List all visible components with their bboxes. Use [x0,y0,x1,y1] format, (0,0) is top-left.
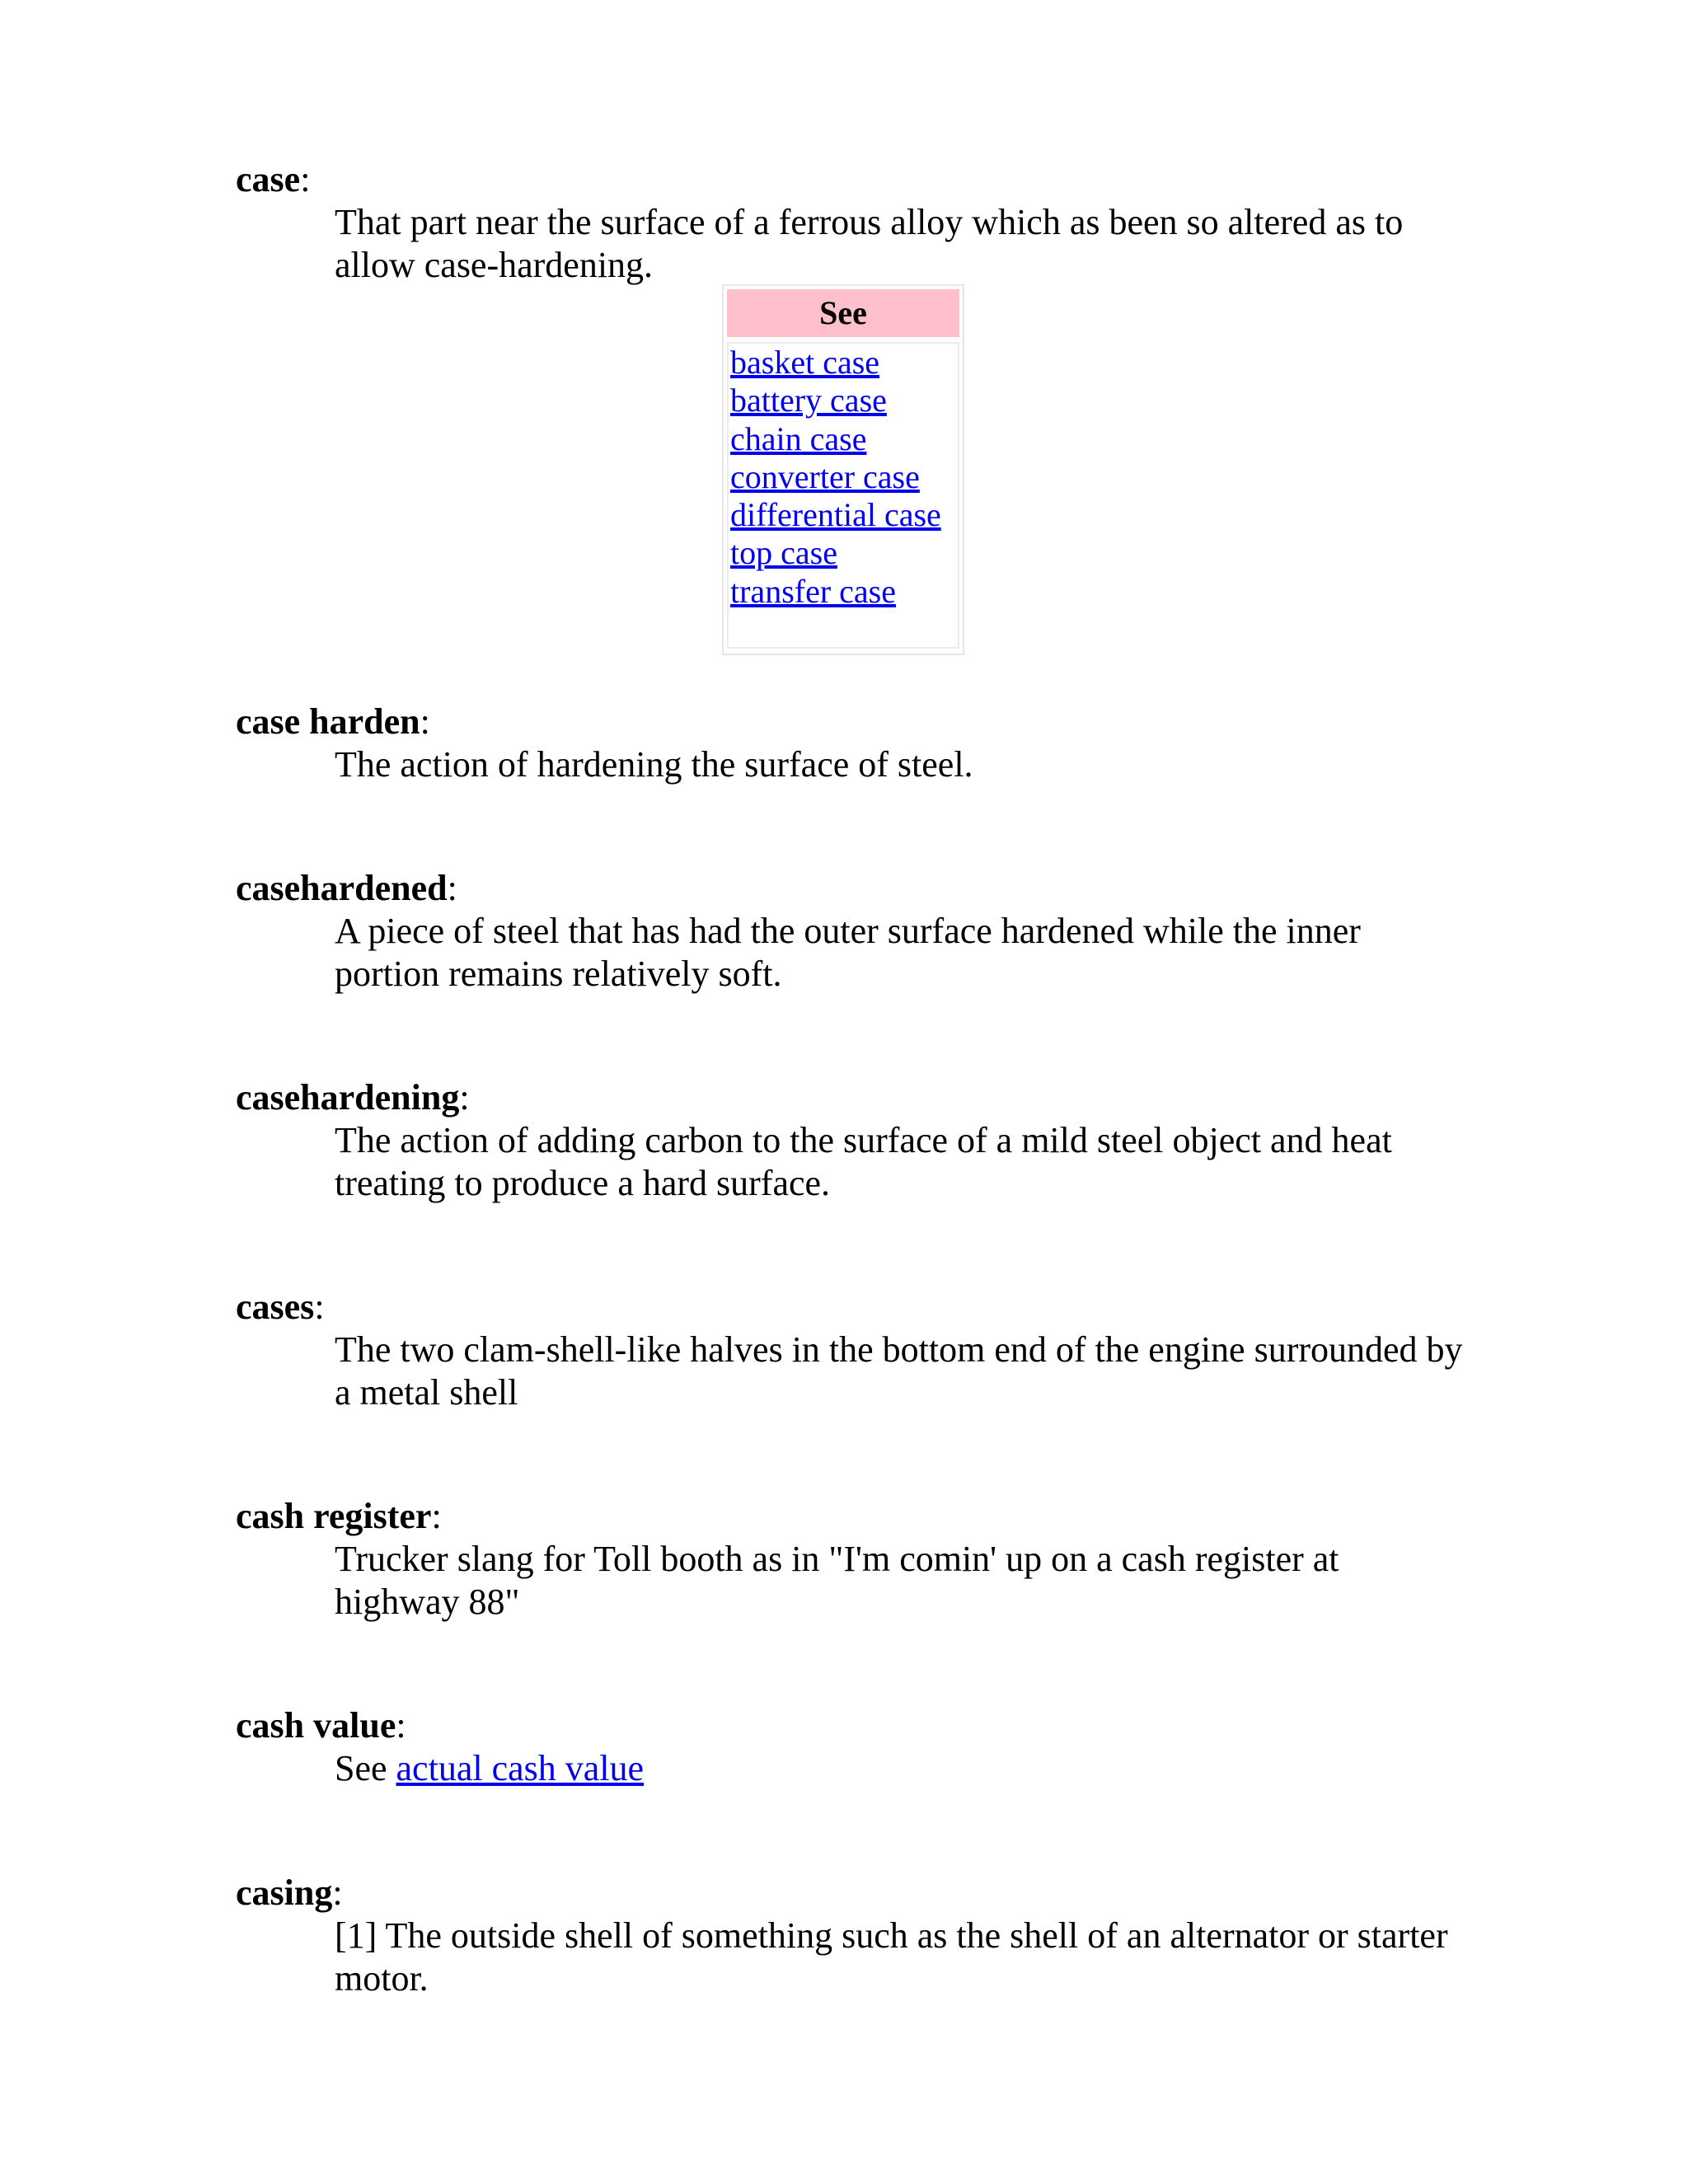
definition: The action of adding carbon to the surface of a mild steel object and heat treating to produce a hard surface. [335,1120,1392,1203]
see-link-battery-case[interactable]: battery case [730,382,887,419]
glossary-entry-cash-register [236,1495,1472,1624]
definition: A piece of steel that has had the outer surface hardened while the inner portion remains relatively soft. [335,911,1361,994]
glossary-entry-casing [236,1872,1472,2000]
see-link-differential-case[interactable]: differential case [730,496,941,534]
glossary-entry-case [236,158,1472,287]
term-line [236,701,1472,743]
definition: That part near the surface of a ferrous alloy which as been so altered as to allow case-hardening. [335,202,1404,285]
term: casehardened [236,868,448,908]
glossary-entry-case-harden [236,701,1472,786]
colon: : [459,1077,470,1118]
colon: : [420,701,430,742]
glossary-entry-casehardened [236,867,1472,996]
definition: Trucker slang for Toll booth as in "I'm comin' up on a cash register at highway 88" [335,1539,1339,1622]
glossary-entry-casehardening [236,1076,1472,1205]
colon: : [332,1872,343,1913]
definition-prefix: See [335,1748,387,1788]
term: cases [236,1286,315,1327]
definition: The two clam-shell-like halves in the bottom end of the engine surrounded by a metal shell [335,1329,1463,1413]
definition [335,1747,1472,1790]
see-link-converter-case[interactable]: converter case [730,457,920,495]
term-line [236,1704,1472,1747]
term-line [236,1495,1472,1538]
term: casing [236,1872,333,1913]
see-link-basket-case[interactable]: basket case [730,344,880,381]
glossary-entry-cash-value [236,1704,1472,1790]
definition: The action of hardening the surface of steel. [335,744,973,785]
definition: [1] The outside shell of something such as the shell of an alternator or starter motor. [335,1915,1448,1999]
glossary-entry-cases [236,1286,1472,1414]
see-also-header: See [727,289,959,337]
colon: : [431,1496,442,1536]
see-link-chain-case[interactable]: chain case [730,419,867,457]
term-line [236,867,1472,910]
term-line [236,158,1472,201]
term-line [236,1076,1472,1119]
term-line [236,1872,1472,1915]
term: cash register [236,1496,432,1536]
term: case [236,159,301,199]
term: cash value [236,1705,396,1746]
term-line [236,1286,1472,1329]
see-also-box [722,284,964,655]
see-link-top-case[interactable]: top case [730,534,837,572]
link-actual-cash-value[interactable]: actual cash value [396,1748,645,1788]
colon: : [300,159,311,199]
term: casehardening [236,1077,460,1118]
colon: : [447,868,457,908]
colon: : [396,1705,406,1746]
term: case harden [236,701,420,742]
see-also-list [727,342,959,649]
see-link-transfer-case[interactable]: transfer case [730,572,896,610]
colon: : [314,1286,325,1327]
